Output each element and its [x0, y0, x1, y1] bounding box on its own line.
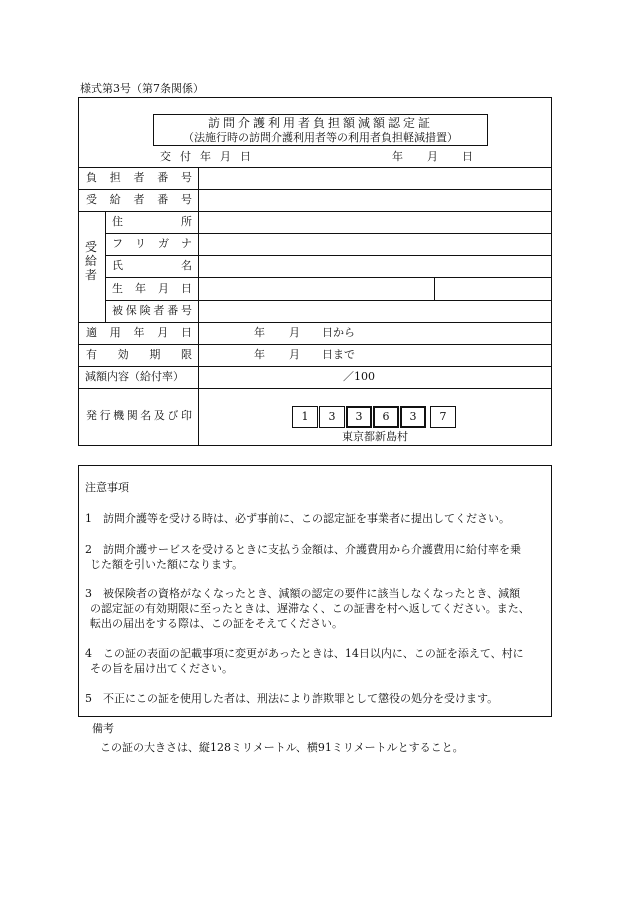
issuer-label: 発 行 機 関 名 及 び 印 — [86, 409, 192, 422]
issuer-digit: 7 — [430, 406, 456, 428]
birth-date-label: 生 年 月 日 — [112, 282, 192, 295]
grid-line — [105, 211, 106, 322]
apply-date-label: 適 用 年 月 日 — [86, 326, 192, 339]
validity-label: 有 効 期 限 — [86, 348, 192, 361]
note-item: じた額を引いた額になります。 — [90, 558, 244, 571]
recipient-group-label: 受給者 — [84, 240, 97, 282]
apply-date-year: 年 — [254, 326, 265, 339]
validity-day: 日まで — [322, 348, 355, 361]
name-label: 氏 名 — [112, 259, 192, 272]
grid-line — [105, 233, 552, 234]
reduction-label: 減額内容（給付率） — [85, 370, 184, 383]
note-item: 4 この証の表面の記載事項に変更があったときは、14日以内に、この証を添えて、村に — [85, 647, 524, 660]
grid-line — [78, 366, 552, 367]
grid-line — [434, 277, 435, 300]
issue-date-label: 交 付 年 月 日 — [160, 150, 252, 163]
note-item: 転出の届出をする際は、この証をそえてください。 — [90, 617, 343, 630]
grid-line — [105, 277, 552, 278]
remarks-heading: 備考 — [92, 722, 114, 735]
validity-year: 年 — [254, 348, 265, 361]
grid-line — [78, 344, 552, 345]
address-label: 住 所 — [112, 215, 192, 228]
note-item: の認定証の有効期限に至ったときは、遅滞なく、この証書を村へ返してください。また、 — [90, 602, 530, 615]
form-label: 様式第3号（第7条関係） — [80, 82, 204, 95]
note-item: その旨を届け出てください。 — [90, 662, 233, 675]
certificate-title: 訪問介護利用者負担額減額認定証 — [207, 116, 433, 130]
grid-line — [78, 211, 552, 212]
note-item: 2 訪問介護サービスを受けるときに支払う金額は、介護費用から介護費用に給付率を乗 — [85, 543, 521, 556]
certificate-title-box — [153, 114, 488, 146]
note-item: 1 訪問介護等を受ける時は、必ず事前に、この認定証を事業者に提出してください。 — [85, 512, 510, 525]
issuer-digit: 1 — [292, 406, 318, 428]
apply-date-day: 日から — [322, 326, 355, 339]
grid-line — [105, 255, 552, 256]
issue-date-year: 年 — [392, 150, 403, 163]
grid-line — [105, 300, 552, 301]
validity-month: 月 — [289, 348, 300, 361]
note-item: 3 被保険者の資格がなくなったとき、減額の認定の要件に該当しなくなったとき、減額 — [85, 587, 521, 600]
apply-date-month: 月 — [289, 326, 300, 339]
notes-heading: 注意事項 — [85, 481, 129, 494]
issuer-digit: 3 — [400, 406, 426, 428]
issuer-digit: 3 — [319, 406, 345, 428]
grid-line — [78, 189, 552, 190]
certificate-subtitle: （法施行時の訪問介護利用者等の利用者負担軽減措置） — [183, 131, 458, 144]
issuer-digit: 6 — [373, 406, 399, 428]
issue-date-day: 日 — [462, 150, 473, 163]
remarks-text: この証の大きさは、縦128ミリメートル、横91ミリメートルとすること。 — [100, 741, 464, 754]
grid-line — [78, 388, 552, 389]
issuer-name: 東京都新島村 — [342, 430, 408, 443]
reduction-value: ／100 — [343, 370, 375, 383]
grid-line — [78, 322, 552, 323]
insured-number-label: 被 保 険 者 番 号 — [112, 304, 192, 317]
recipient-number-label: 受 給 者 番 号 — [86, 193, 192, 206]
burden-number-label: 負 担 者 番 号 — [86, 171, 192, 184]
grid-line — [78, 167, 552, 168]
issuer-digit: 3 — [346, 406, 372, 428]
issue-date-month: 月 — [427, 150, 438, 163]
note-item: 5 不正にこの証を使用した者は、刑法により詐欺罪として懲役の処分を受けます。 — [85, 692, 499, 705]
furigana-label: フ リ ガ ナ — [112, 237, 192, 250]
grid-line — [198, 167, 199, 446]
